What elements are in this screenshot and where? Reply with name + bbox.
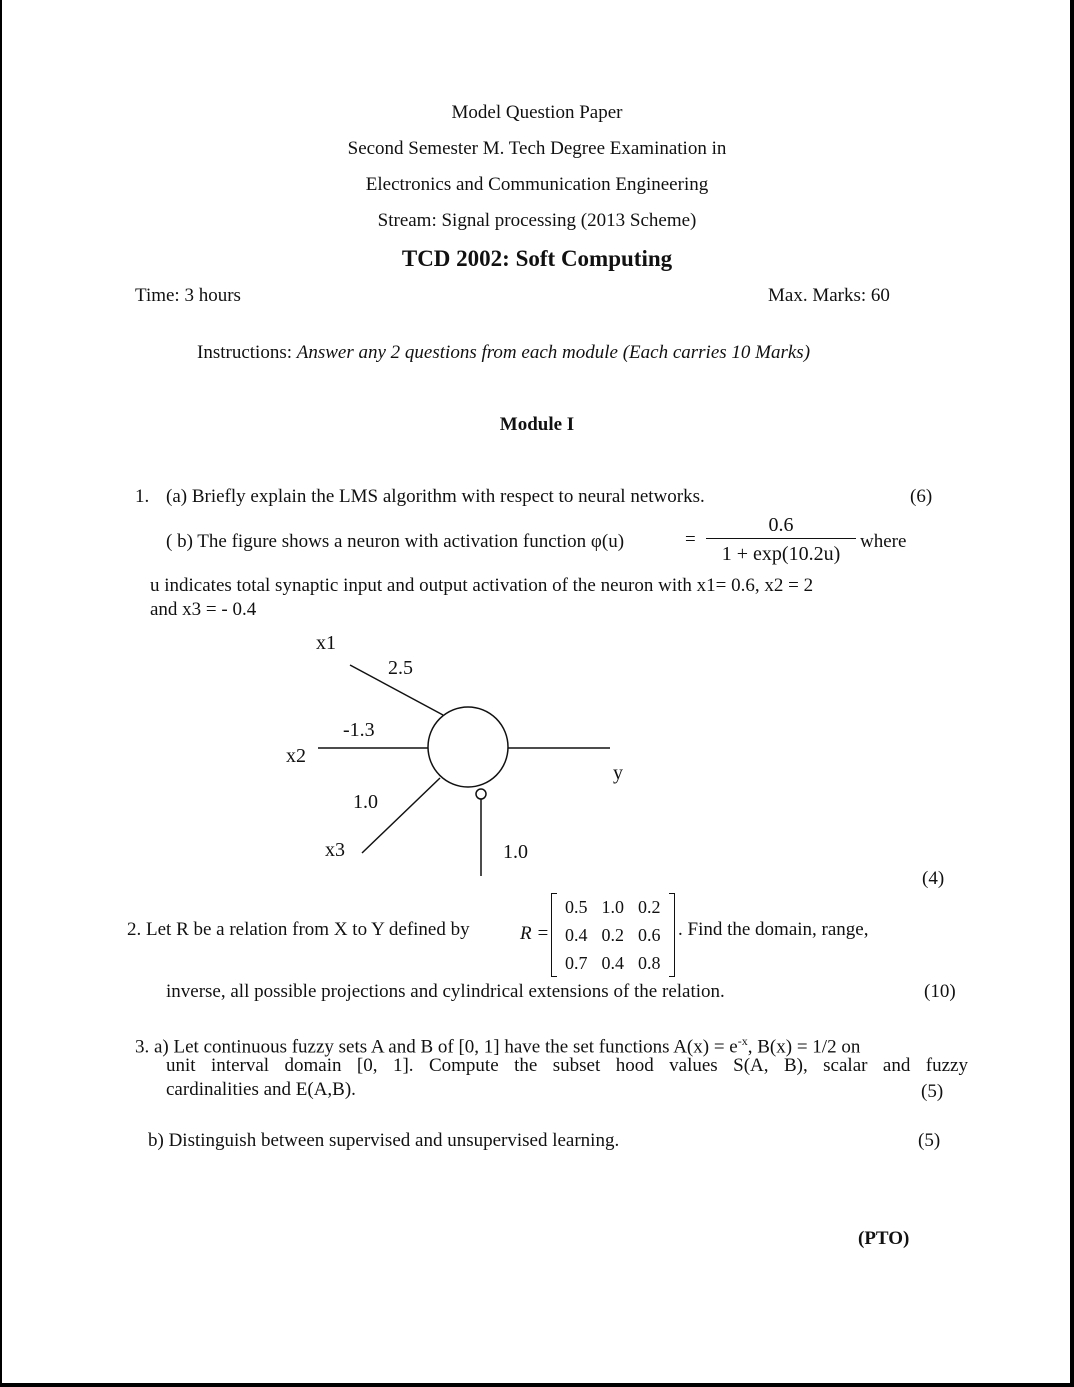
matrix-cell: 0.6 bbox=[638, 925, 661, 945]
weight-w2: -1.3 bbox=[343, 719, 375, 741]
matrix-row bbox=[558, 893, 668, 921]
q2-marks: (10) bbox=[924, 981, 956, 1002]
pto-label: (PTO) bbox=[858, 1228, 910, 1249]
matrix-cell: 0.5 bbox=[565, 897, 588, 917]
bias-node bbox=[476, 789, 486, 799]
max-marks-label: Max. Marks: 60 bbox=[768, 285, 890, 306]
q3a-line-2: unit interval domain [0, 1]. Compute the subset hood values S(A, B), scalar and fuzzy bbox=[166, 1055, 968, 1076]
q1b-marks: (4) bbox=[922, 868, 945, 889]
course-title: TCD 2002: Soft Computing bbox=[401, 246, 673, 271]
q2-text: 2. Let R be a relation from X to Y defined by bbox=[127, 919, 470, 940]
matrix-cell: 0.4 bbox=[601, 953, 624, 973]
matrix-row bbox=[558, 921, 668, 949]
label-x1: x1 bbox=[316, 632, 336, 654]
matrix-cell: 0.7 bbox=[565, 953, 588, 973]
q1-number: 1. bbox=[135, 486, 150, 507]
header-line-3: Electronics and Communication Engineering bbox=[365, 174, 709, 195]
q3a-text: 3. a) Let continuous fuzzy sets A and B of [0, 1] have the set functions A(x) = e bbox=[135, 1036, 738, 1058]
q1b-equals: = bbox=[685, 529, 696, 550]
label-y: y bbox=[613, 762, 623, 784]
matrix-row bbox=[558, 949, 668, 977]
matrix-cell: 1.0 bbox=[601, 897, 624, 917]
q1b-line-3: and x3 = - 0.4 bbox=[150, 599, 257, 620]
instructions-label: Instructions: bbox=[197, 342, 292, 363]
exponent: -x bbox=[737, 1034, 748, 1048]
relation-matrix bbox=[551, 893, 675, 977]
q3b-text: b) Distinguish between supervised and unsupervised learning. bbox=[148, 1130, 620, 1151]
header-line-4: Stream: Signal processing (2013 Scheme) bbox=[377, 210, 697, 231]
weight-w1: 2.5 bbox=[388, 657, 413, 679]
time-label: Time: 3 hours bbox=[135, 285, 241, 306]
bias-weight: 1.0 bbox=[503, 841, 528, 863]
fraction-numerator: 0.6 bbox=[706, 512, 856, 539]
header-line-2: Second Semester M. Tech Degree Examination in bbox=[347, 138, 727, 159]
label-x3: x3 bbox=[325, 839, 345, 861]
neuron-node bbox=[428, 707, 508, 787]
weight-w3: 1.0 bbox=[353, 791, 378, 813]
fraction-denominator: 1 + exp(10.2u) bbox=[721, 543, 841, 565]
q3a-marks: (5) bbox=[921, 1081, 944, 1102]
q2-line-2: inverse, all possible projections and cylindrical extensions of the relation. bbox=[166, 981, 725, 1002]
matrix-cell: 0.2 bbox=[638, 897, 661, 917]
q1a-marks: (6) bbox=[910, 486, 933, 507]
q2-text-after: . Find the domain, range, bbox=[678, 919, 869, 940]
q2-r-label: R = bbox=[520, 923, 550, 944]
q1b-text: ( b) The figure shows a neuron with activation function φ(u) bbox=[166, 531, 625, 552]
q3a-text-end: , B(x) = 1/2 on bbox=[747, 1036, 861, 1058]
q1b-line-2: u indicates total synaptic input and output activation of the neuron with x1= 0.6, x2 = 2 bbox=[150, 575, 814, 596]
matrix-cell: 0.4 bbox=[565, 925, 588, 945]
matrix-cell: 0.8 bbox=[638, 953, 661, 973]
q1a-text: (a) Briefly explain the LMS algorithm with respect to neural networks. bbox=[166, 486, 705, 507]
matrix-cell: 0.2 bbox=[601, 925, 624, 945]
q3a-line-3: cardinalities and E(A,B). bbox=[166, 1079, 356, 1100]
header-line-1: Model Question Paper bbox=[451, 102, 623, 123]
label-x2: x2 bbox=[286, 745, 306, 767]
instructions-text: Answer any 2 questions from each module (Each carries 10 Marks) bbox=[296, 342, 811, 363]
module-title: Module I bbox=[499, 414, 575, 435]
q1b-where: where bbox=[860, 531, 907, 552]
q3b-marks: (5) bbox=[918, 1130, 941, 1151]
